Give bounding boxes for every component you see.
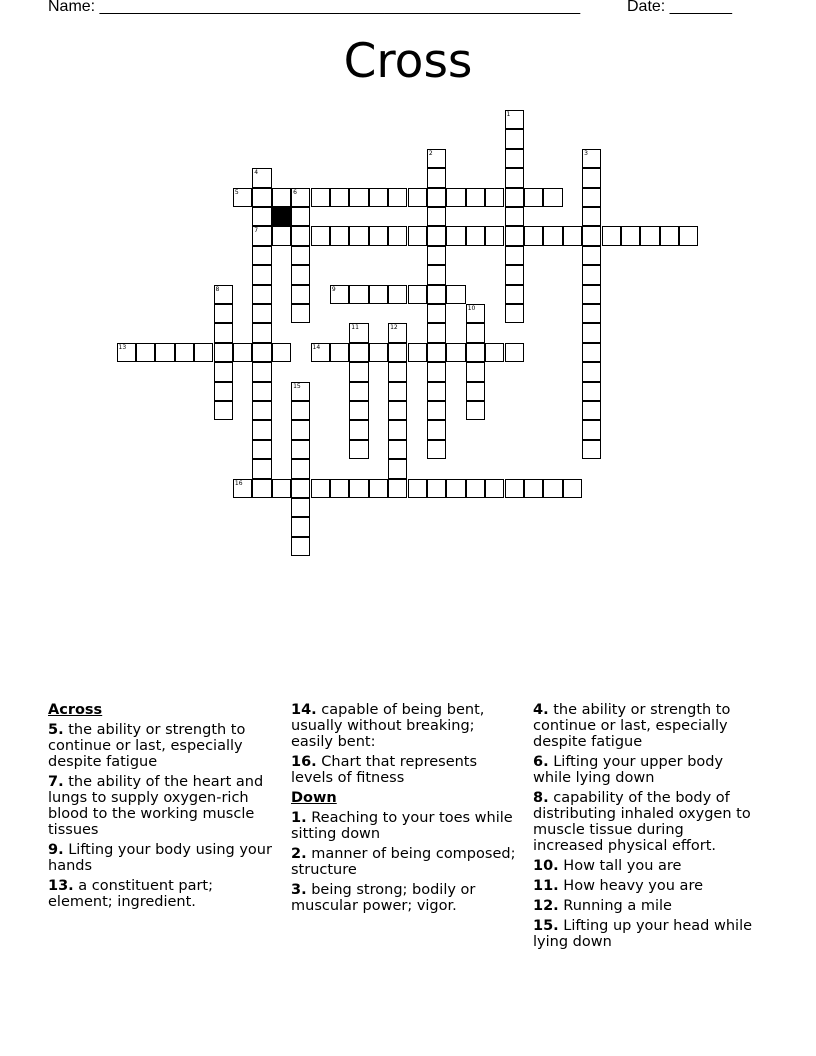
crossword-cell[interactable] (427, 440, 446, 459)
crossword-cell[interactable] (291, 459, 310, 478)
crossword-cell[interactable] (408, 343, 427, 362)
crossword-cell[interactable] (466, 323, 485, 342)
crossword-cell[interactable] (446, 285, 465, 304)
crossword-cell[interactable] (582, 149, 601, 168)
clue-number-label: 13 (118, 343, 127, 351)
crossword-cell[interactable] (311, 479, 330, 498)
crossword-cell[interactable] (311, 188, 330, 207)
crossword-cell[interactable] (466, 362, 485, 381)
crossword-black-cell (272, 207, 291, 226)
crossword-cell[interactable] (582, 226, 601, 245)
clue-text: the ability or strength to continue or last, especially despite fatigue (533, 702, 731, 750)
crossword-cell[interactable] (291, 498, 310, 517)
crossword-cell[interactable] (136, 343, 155, 362)
clues-column-3 (533, 702, 758, 954)
crossword-cell[interactable] (291, 382, 310, 401)
page-title: Cross (343, 34, 473, 89)
crossword-cell[interactable] (214, 285, 233, 304)
crossword-cell[interactable] (543, 226, 562, 245)
crossword-cell[interactable] (660, 226, 679, 245)
crossword-cell[interactable] (252, 459, 271, 478)
crossword-cell[interactable] (582, 323, 601, 342)
clue-down-3 (291, 882, 516, 914)
crossword-cell[interactable] (485, 479, 504, 498)
crossword-cell[interactable] (505, 149, 524, 168)
crossword-cell[interactable] (214, 362, 233, 381)
crossword-cell[interactable] (427, 420, 446, 439)
crossword-cell[interactable] (388, 401, 407, 420)
crossword-cell[interactable] (349, 401, 368, 420)
crossword-cell[interactable] (388, 459, 407, 478)
clue-down-2 (291, 846, 516, 878)
crossword-cell[interactable] (214, 401, 233, 420)
crossword-cell[interactable] (543, 479, 562, 498)
clue-number: 3. (291, 882, 307, 898)
crossword-cell[interactable] (446, 226, 465, 245)
clue-number: 4. (533, 702, 549, 718)
clue-across-14 (291, 702, 516, 750)
crossword-cell[interactable] (563, 226, 582, 245)
crossword-cell[interactable] (349, 285, 368, 304)
clue-number: 6. (533, 754, 549, 770)
clue-number-label: 3 (584, 149, 588, 157)
crossword-cell[interactable] (582, 285, 601, 304)
crossword-cell[interactable] (446, 343, 465, 362)
crossword-cell[interactable] (505, 285, 524, 304)
clue-number: 12. (533, 898, 559, 914)
crossword-cell[interactable] (388, 440, 407, 459)
crossword-cell[interactable] (582, 382, 601, 401)
crossword-cell[interactable] (505, 188, 524, 207)
crossword-cell[interactable] (349, 479, 368, 498)
crossword-cell[interactable] (291, 537, 310, 556)
clue-across-5 (48, 722, 273, 770)
crossword-cell[interactable] (388, 382, 407, 401)
clue-down-4 (533, 702, 758, 750)
crossword-cell[interactable] (291, 265, 310, 284)
crossword-cell[interactable] (582, 343, 601, 362)
crossword-cell[interactable] (427, 323, 446, 342)
clue-number: 8. (533, 790, 549, 806)
crossword-cell[interactable] (233, 479, 252, 498)
crossword-cell[interactable] (485, 188, 504, 207)
clue-text: Chart that represents levels of fitness (291, 754, 478, 786)
clue-number: 2. (291, 846, 307, 862)
crossword-cell[interactable] (272, 343, 291, 362)
crossword-cell[interactable] (408, 188, 427, 207)
crossword-cell[interactable] (291, 401, 310, 420)
crossword-cell[interactable] (272, 226, 291, 245)
crossword-cell[interactable] (330, 479, 349, 498)
clue-down-8 (533, 790, 758, 854)
crossword-cell[interactable] (505, 110, 524, 129)
clue-text: Reaching to your toes while sitting down (291, 810, 513, 842)
clue-across-7 (48, 774, 273, 838)
clue-down-6 (533, 754, 758, 786)
crossword-cell[interactable] (582, 362, 601, 381)
clue-text: a constituent part; element; ingredient. (48, 878, 213, 910)
crossword-cell[interactable] (252, 323, 271, 342)
crossword-cell[interactable] (252, 362, 271, 381)
crossword-cell[interactable] (427, 343, 446, 362)
crossword-cell[interactable] (427, 285, 446, 304)
crossword-cell[interactable] (466, 188, 485, 207)
clue-number: 7. (48, 774, 64, 790)
crossword-cell[interactable] (252, 226, 271, 245)
crossword-cell[interactable] (563, 479, 582, 498)
across-heading: Across (48, 702, 103, 718)
crossword-cell[interactable] (408, 479, 427, 498)
crossword-cell[interactable] (252, 440, 271, 459)
crossword-cell[interactable] (291, 246, 310, 265)
crossword-cell[interactable] (466, 226, 485, 245)
clue-down-15 (533, 918, 758, 950)
crossword-cell[interactable] (388, 420, 407, 439)
crossword-cell[interactable] (582, 168, 601, 187)
crossword-cell[interactable] (291, 517, 310, 536)
clue-number-label: 1 (506, 111, 511, 118)
clue-number: 10. (533, 858, 559, 874)
clue-number: 15. (533, 918, 559, 934)
crossword-cell[interactable] (214, 323, 233, 342)
crossword-cell[interactable] (291, 304, 310, 323)
clue-across-16 (291, 754, 516, 786)
clue-text: Lifting your upper body while lying down (533, 754, 724, 786)
crossword-cell[interactable] (388, 343, 407, 362)
crossword-cell[interactable] (602, 226, 621, 245)
crossword-cell[interactable] (427, 149, 446, 168)
clue-across-9 (48, 842, 273, 874)
crossword-cell[interactable] (427, 362, 446, 381)
crossword-cell[interactable] (369, 343, 388, 362)
crossword-cell[interactable] (466, 479, 485, 498)
crossword-cell[interactable] (505, 304, 524, 323)
crossword-cell[interactable] (214, 343, 233, 362)
crossword-cell[interactable] (369, 226, 388, 245)
crossword-cell[interactable] (349, 420, 368, 439)
crossword-cell[interactable] (233, 343, 252, 362)
crossword-cell[interactable] (175, 343, 194, 362)
crossword-cell[interactable] (408, 226, 427, 245)
crossword-cell[interactable] (349, 188, 368, 207)
crossword-cell[interactable] (388, 285, 407, 304)
crossword-cell[interactable] (311, 343, 330, 362)
crossword-cell[interactable] (505, 168, 524, 187)
crossword-cell[interactable] (252, 343, 271, 362)
crossword-cell[interactable] (427, 479, 446, 498)
crossword-cell[interactable] (291, 479, 310, 498)
crossword-cell[interactable] (349, 226, 368, 245)
clue-number-label: 15 (293, 382, 301, 390)
crossword-cell[interactable] (505, 265, 524, 284)
crossword-cell[interactable] (330, 226, 349, 245)
crossword-cell[interactable] (524, 479, 543, 498)
clue-number-label: 2 (428, 149, 433, 157)
crossword-cell[interactable] (466, 304, 485, 323)
crossword-cell[interactable] (408, 285, 427, 304)
crossword-cell[interactable] (252, 168, 271, 187)
clue-text: the ability or strength to continue or last, especially despite fatigue (48, 722, 246, 770)
crossword-cell[interactable] (252, 304, 271, 323)
crossword-cell[interactable] (388, 226, 407, 245)
date-field-label: Date: _______ (627, 0, 732, 15)
clue-text: How heavy you are (563, 878, 704, 894)
crossword-cell[interactable] (446, 479, 465, 498)
clue-number-label: 12 (390, 324, 398, 332)
crossword-cell[interactable] (252, 265, 271, 284)
crossword-cell[interactable] (252, 479, 271, 498)
crossword-cell[interactable] (330, 188, 349, 207)
crossword-cell[interactable] (485, 226, 504, 245)
crossword-cell[interactable] (291, 207, 310, 226)
clue-number: 5. (48, 722, 64, 738)
clue-number: 16. (291, 754, 317, 770)
crossword-cell[interactable] (582, 207, 601, 226)
crossword-cell[interactable] (252, 285, 271, 304)
crossword-cell[interactable] (252, 420, 271, 439)
crossword-cell[interactable] (272, 479, 291, 498)
crossword-cell[interactable] (427, 207, 446, 226)
clue-text: manner of being composed; structure (291, 846, 516, 878)
clue-across-13 (48, 878, 273, 910)
crossword-cell[interactable] (582, 401, 601, 420)
crossword-cell[interactable] (291, 285, 310, 304)
crossword-cell[interactable] (505, 479, 524, 498)
crossword-cell[interactable] (582, 304, 601, 323)
down-heading: Down (291, 790, 337, 806)
crossword-cell[interactable] (291, 440, 310, 459)
clues-column-1 (48, 702, 273, 914)
clue-down-11 (533, 878, 758, 894)
clue-text: Lifting your body using your hands (48, 842, 272, 874)
clue-number: 13. (48, 878, 74, 894)
crossword-cell[interactable] (369, 188, 388, 207)
crossword-cell[interactable] (505, 246, 524, 265)
crossword-cell[interactable] (155, 343, 174, 362)
crossword-cell[interactable] (291, 226, 310, 245)
crossword-cell[interactable] (427, 401, 446, 420)
crossword-cell[interactable] (582, 188, 601, 207)
clue-text: Running a mile (563, 898, 672, 914)
clue-number-label: 9 (331, 285, 336, 293)
crossword-cell[interactable] (349, 382, 368, 401)
crossword-cell[interactable] (311, 226, 330, 245)
clue-down-12 (533, 898, 758, 914)
crossword-cell[interactable] (388, 362, 407, 381)
crossword-cell[interactable] (330, 285, 349, 304)
crossword-cell[interactable] (388, 323, 407, 342)
clue-down-1 (291, 810, 516, 842)
crossword-cell[interactable] (369, 479, 388, 498)
crossword-cell[interactable] (291, 188, 310, 207)
crossword-cell[interactable] (505, 207, 524, 226)
crossword-cell[interactable] (252, 207, 271, 226)
clue-text: the ability of the heart and lungs to supply oxygen-rich blood to the working muscle tissues (48, 774, 264, 838)
crossword-cell[interactable] (388, 188, 407, 207)
crossword-cell[interactable] (194, 343, 213, 362)
crossword-cell[interactable] (427, 382, 446, 401)
clue-text: capability of the body of distributing inhaled oxygen to muscle tissue during increased physical effort. (533, 790, 751, 854)
clue-number-label: 14 (312, 343, 321, 351)
clue-number-label: 11 (351, 324, 359, 332)
crossword-cell[interactable] (466, 401, 485, 420)
crossword-cell[interactable] (388, 479, 407, 498)
crossword-cell[interactable] (214, 382, 233, 401)
crossword-cell[interactable] (252, 188, 271, 207)
clue-number-label: 16 (234, 479, 243, 487)
clue-number-label: 6 (293, 188, 297, 196)
crossword-cell[interactable] (621, 226, 640, 245)
crossword-cell[interactable] (582, 420, 601, 439)
crossword-cell[interactable] (427, 304, 446, 323)
crossword-cell[interactable] (427, 265, 446, 284)
crossword-cell[interactable] (505, 226, 524, 245)
crossword-cell[interactable] (543, 188, 562, 207)
crossword-cell[interactable] (466, 382, 485, 401)
clue-number-label: 5 (234, 188, 239, 196)
clue-number: 14. (291, 702, 317, 718)
crossword-cell[interactable] (485, 343, 504, 362)
clue-text: capable of being bent, usually without breaking; easily bent: (291, 702, 485, 750)
crossword-cell[interactable] (427, 226, 446, 245)
crossword-cell[interactable] (330, 343, 349, 362)
crossword-cell[interactable] (427, 188, 446, 207)
crossword-cell[interactable] (446, 188, 465, 207)
crossword-cell[interactable] (349, 362, 368, 381)
clue-number: 1. (291, 810, 307, 826)
crossword-cell[interactable] (233, 188, 252, 207)
clue-number-label: 7 (254, 227, 259, 235)
clue-number: 11. (533, 878, 559, 894)
crossword-cell[interactable] (252, 401, 271, 420)
crossword-cell[interactable] (582, 440, 601, 459)
clue-text: How tall you are (563, 858, 682, 874)
crossword-cell[interactable] (640, 226, 659, 245)
crossword-cell[interactable] (252, 246, 271, 265)
crossword-cell[interactable] (349, 323, 368, 342)
clues-column-2 (291, 702, 516, 918)
crossword-cell[interactable] (214, 304, 233, 323)
clue-text: Lifting up your head while lying down (533, 918, 753, 950)
crossword-cell[interactable] (679, 226, 698, 245)
crossword-cell[interactable] (505, 129, 524, 148)
clue-down-10 (533, 858, 758, 874)
crossword-cell[interactable] (349, 343, 368, 362)
crossword-cell[interactable] (272, 188, 291, 207)
clue-text: being strong; bodily or muscular power; vigor. (291, 882, 476, 914)
crossword-cell[interactable] (466, 343, 485, 362)
crossword-cell[interactable] (427, 246, 446, 265)
crossword-cell[interactable] (582, 265, 601, 284)
crossword-cell[interactable] (524, 188, 543, 207)
crossword-cell[interactable] (252, 382, 271, 401)
crossword-cell[interactable] (117, 343, 136, 362)
crossword-cell[interactable] (582, 246, 601, 265)
clue-number-label: 10 (467, 305, 476, 312)
crossword-cell[interactable] (291, 420, 310, 439)
crossword-cell[interactable] (369, 285, 388, 304)
name-field-label: Name: ______________________________________________________ (48, 0, 581, 15)
crossword-cell[interactable] (349, 440, 368, 459)
crossword-cell[interactable] (505, 343, 524, 362)
clue-number-label: 4 (254, 169, 259, 177)
crossword-cell[interactable] (524, 226, 543, 245)
clue-number: 9. (48, 842, 64, 858)
crossword-cell[interactable] (427, 168, 446, 187)
clue-number-label: 8 (215, 285, 220, 293)
